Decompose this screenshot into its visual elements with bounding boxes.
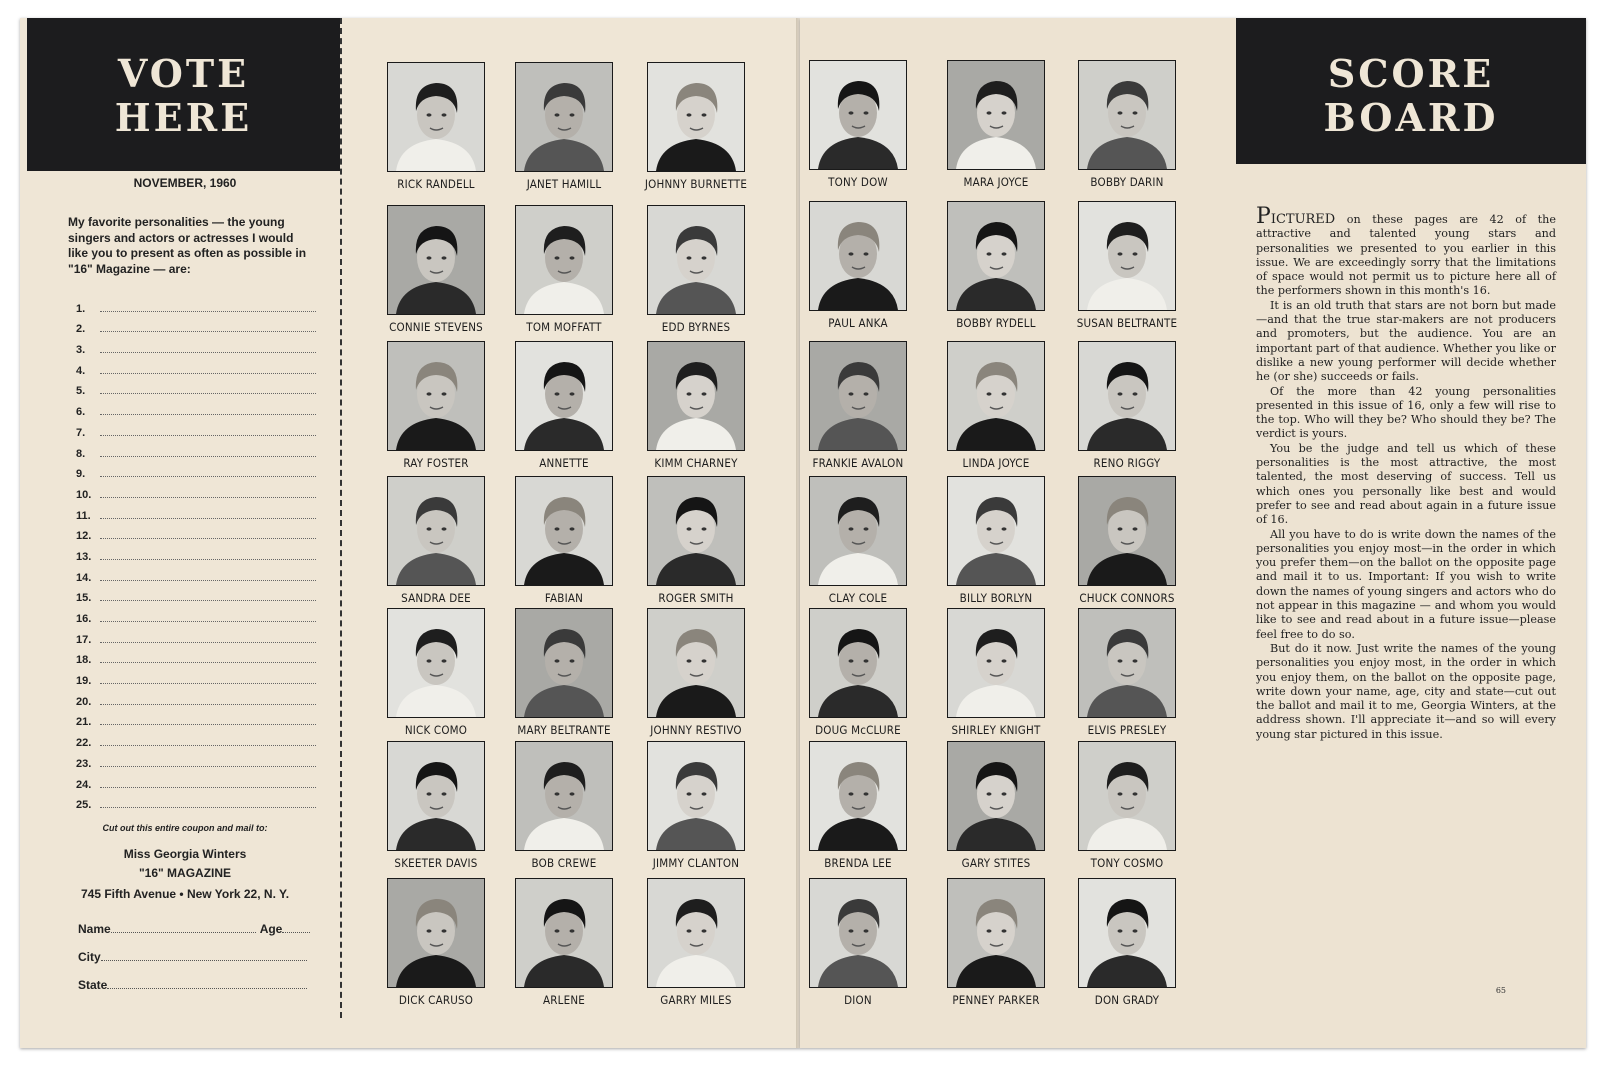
name-age-field[interactable] <box>78 922 310 936</box>
state-field[interactable] <box>78 978 307 992</box>
portrait-photo <box>809 60 907 170</box>
portrait-name: CONNIE STEVENS <box>389 320 483 334</box>
portrait-card <box>504 741 624 870</box>
portrait-photo <box>387 741 485 851</box>
ballot-write-line[interactable] <box>100 385 316 394</box>
paragraph-4: You be the judge and tell us which of these personalities is the most attractive, the most talented, the most deserving of success. Tell us which ones you personally like best and would prefer to see and read about again in a future issue of 16. <box>1256 441 1556 527</box>
portrait-card <box>936 878 1056 1007</box>
cut-line <box>340 18 342 1018</box>
ballot-number: 21. <box>76 716 92 729</box>
portrait-card <box>800 476 918 605</box>
age-label: Age <box>259 922 283 936</box>
portrait-name: SHIRLEY KNIGHT <box>951 723 1041 737</box>
portrait-photo <box>809 608 907 718</box>
portrait-photo <box>1078 878 1176 988</box>
vote-here-banner <box>27 18 340 171</box>
ballot-write-line[interactable] <box>100 737 316 746</box>
portrait-photo <box>1078 201 1176 311</box>
ballot-write-line[interactable] <box>100 592 316 601</box>
ballot-number: 24. <box>76 778 92 791</box>
paragraph-6: But do it now. Just write the names of the young personalities you enjoy most, in the order in which you enjoy them, on the ballot on the opposite page, write down your name, age, city and state—cut out the ballot and mail it to me, Georgia Winters, at the address shown. I'll appreciate it—and so will every young star pictured in this issue. <box>1256 641 1556 741</box>
ballot-write-line[interactable] <box>100 323 316 332</box>
ballot-line[interactable] <box>76 439 316 460</box>
portrait-name: DION <box>844 993 872 1007</box>
portrait-name: BRENDA LEE <box>824 856 892 870</box>
portrait-photo <box>647 741 745 851</box>
portrait-name: LINDA JOYCE <box>962 456 1030 470</box>
portrait-card <box>636 608 756 737</box>
portrait-name: MARA JOYCE <box>963 175 1029 189</box>
portrait-card <box>1067 476 1187 605</box>
portrait-card <box>936 60 1056 189</box>
ballot-write-line[interactable] <box>100 613 316 622</box>
portrait-photo <box>387 62 485 172</box>
portrait-name: RAY FOSTER <box>403 456 469 470</box>
portrait-card <box>376 608 496 737</box>
portrait-name: TOM MOFFATT <box>526 320 602 334</box>
portrait-card <box>636 476 756 605</box>
portrait-photo <box>515 608 613 718</box>
portrait-card <box>1067 201 1187 330</box>
ballot-number: 14. <box>76 571 92 584</box>
ballot-line[interactable] <box>76 584 316 605</box>
paragraph-1-text: on these pages are 42 of the attractive and talented young stars and personalities we presented to you earlier in this issue. We are exceedingly sorry that the limitations of space would not permit us to picture here all of the performers shown in this month's 16. <box>1256 213 1556 298</box>
portrait-name: MARY BELTRANTE <box>517 723 611 737</box>
portrait-photo <box>1078 60 1176 170</box>
portrait-name: DON GRADY <box>1094 993 1160 1007</box>
ballot-write-line[interactable] <box>100 303 316 312</box>
ballot-number: 6. <box>76 406 86 419</box>
portrait-card <box>504 476 624 605</box>
ballot-number: 20. <box>76 695 92 708</box>
portrait-photo <box>647 62 745 172</box>
portrait-name: BILLY BORLYN <box>959 591 1033 605</box>
portrait-card <box>376 205 496 334</box>
ballot-number: 19. <box>76 675 92 688</box>
banner-title-line-2: BOARD <box>1323 94 1499 140</box>
portrait-photo <box>1078 741 1176 851</box>
banner-title-line-2: HERE <box>114 94 253 140</box>
ballot-line[interactable] <box>76 770 316 791</box>
portrait-card <box>636 878 756 1007</box>
ballot-write-line[interactable] <box>100 716 316 725</box>
ballot-write-line[interactable] <box>100 551 316 560</box>
ballot-number: 17. <box>76 633 92 646</box>
ballot-line[interactable] <box>76 625 316 646</box>
portrait-photo <box>387 608 485 718</box>
ballot-line[interactable] <box>76 418 316 439</box>
ballot-write-line[interactable] <box>100 427 316 436</box>
ballot-write-line[interactable] <box>100 489 316 498</box>
portrait-card <box>936 608 1056 737</box>
issue-date: NOVEMBER, 1960 <box>133 176 237 190</box>
portrait-name: TONY COSMO <box>1090 856 1164 870</box>
address-magazine: "16" MAGAZINE <box>138 866 232 880</box>
ballot-number: 5. <box>76 385 86 398</box>
ballot-write-line[interactable] <box>100 696 316 705</box>
portrait-photo <box>1078 341 1176 451</box>
city-line[interactable] <box>101 959 307 961</box>
ballot-line[interactable] <box>76 542 316 563</box>
ballot-line[interactable] <box>76 397 316 418</box>
portrait-name: ANNETTE <box>539 456 589 470</box>
portrait-photo <box>947 201 1045 311</box>
ballot-line[interactable] <box>76 315 316 336</box>
portrait-name: JOHNNY RESTIVO <box>650 723 742 737</box>
portrait-name: JIMMY CLANTON <box>652 856 740 870</box>
banner-title-line-1: VOTE <box>117 51 250 96</box>
portrait-card <box>1067 341 1187 470</box>
ballot-number: 10. <box>76 488 92 501</box>
ballot-write-line[interactable] <box>100 634 316 643</box>
ballot-number: 23. <box>76 757 92 770</box>
portrait-photo <box>947 608 1045 718</box>
portrait-photo <box>647 878 745 988</box>
portrait-photo <box>515 62 613 172</box>
portrait-photo <box>809 878 907 988</box>
ballot-number: 25. <box>76 799 92 812</box>
portrait-photo <box>647 608 745 718</box>
ballot-number: 22. <box>76 737 92 750</box>
portrait-photo <box>947 476 1045 586</box>
ballot-line[interactable] <box>76 604 316 625</box>
portrait-name: SKEETER DAVIS <box>394 856 478 870</box>
paragraph-1 <box>1256 204 1556 299</box>
portrait-card <box>504 62 624 191</box>
portrait-photo <box>647 341 745 451</box>
article-body <box>1256 204 1556 742</box>
ballot-number: 7. <box>76 426 86 439</box>
portrait-photo <box>387 341 485 451</box>
ballot-write-line[interactable] <box>100 468 316 477</box>
ballot-number: 15. <box>76 592 92 605</box>
portrait-photo <box>515 741 613 851</box>
ballot-write-line[interactable] <box>100 344 316 353</box>
ballot-line[interactable] <box>76 377 316 398</box>
ballot-number: 3. <box>76 344 86 357</box>
portrait-card <box>936 341 1056 470</box>
portrait-name: BOBBY RYDELL <box>956 316 1036 330</box>
banner-title-line-1: SCORE <box>1327 51 1495 96</box>
portrait-card <box>936 476 1056 605</box>
ballot-line[interactable] <box>76 460 316 481</box>
ballot-line[interactable] <box>76 646 316 667</box>
portrait-photo <box>647 476 745 586</box>
ballot-number: 1. <box>76 302 86 315</box>
portrait-photo <box>947 341 1045 451</box>
city-field[interactable] <box>78 950 307 964</box>
portrait-photo <box>947 741 1045 851</box>
portrait-card <box>376 741 496 870</box>
portrait-name: GARRY MILES <box>660 993 732 1007</box>
ballot-number: 13. <box>76 550 92 563</box>
ballot-line[interactable] <box>76 522 316 543</box>
paragraph-5: All you have to do is write down the names of the personalities you enjoy most—in the order in which you prefer them—on the ballot on the opposite page and mail it to us. Important: If you wish to write down the names of young singers and actors who do not appear in this magazine — and whom you would like to see and read about in a future issue—please feel free to do so. <box>1256 527 1556 641</box>
portrait-card <box>1067 741 1187 870</box>
ballot-number: 9. <box>76 468 86 481</box>
portrait-photo <box>809 476 907 586</box>
portrait-card <box>636 741 756 870</box>
portrait-card <box>504 878 624 1007</box>
portrait-card <box>800 608 918 737</box>
portrait-name: DICK CARUSO <box>398 993 474 1007</box>
ballot-write-line[interactable] <box>100 799 316 808</box>
ballot-line[interactable] <box>76 480 316 501</box>
portrait-name: BOB CREWE <box>531 856 597 870</box>
portrait-photo <box>515 476 613 586</box>
portrait-card <box>1067 608 1187 737</box>
ballot-line[interactable] <box>76 294 316 315</box>
portrait-card <box>936 201 1056 330</box>
portrait-card <box>504 608 624 737</box>
portrait-photo <box>387 476 485 586</box>
portrait-name: JOHNNY BURNETTE <box>644 177 748 191</box>
score-board-banner <box>1236 18 1586 164</box>
portrait-photo <box>647 205 745 315</box>
ballot-line[interactable] <box>76 749 316 770</box>
portrait-photo <box>809 741 907 851</box>
ballot-line[interactable] <box>76 791 316 812</box>
portrait-card <box>376 476 496 605</box>
ballot-write-line[interactable] <box>100 448 316 457</box>
portrait-name: CLAY COLE <box>828 591 888 605</box>
portrait-photo <box>387 878 485 988</box>
ballot-line[interactable] <box>76 335 316 356</box>
portrait-photo <box>947 878 1045 988</box>
portrait-name: SANDRA DEE <box>401 591 471 605</box>
state-label: State <box>78 978 108 992</box>
paragraph-3: Of the more than 42 young personalities presented in this issue of 16, only a few will rise to the top. Who will they be? Who should they be? The verdict is yours. <box>1256 384 1556 441</box>
portrait-name: BOBBY DARIN <box>1090 175 1164 189</box>
ballot-number: 8. <box>76 447 86 460</box>
portrait-name: DOUG McCLURE <box>815 723 901 737</box>
portrait-name: GARY STITES <box>961 856 1031 870</box>
paragraph-2: It is an old truth that stars are not born but made—and that the true star-makers are not producers and promoters, but the audience. You are an important part of that audience. Whether you like or dislike a new young performer will decide whether he (or she) succeeds or fails. <box>1256 298 1556 384</box>
portrait-name: FRANKIE AVALON <box>812 456 904 470</box>
portrait-card <box>504 341 624 470</box>
portrait-name: ELVIS PRESLEY <box>1087 723 1167 737</box>
ballot-number: 16. <box>76 613 92 625</box>
portrait-name: PENNEY PARKER <box>952 993 1040 1007</box>
left-page <box>20 18 800 1048</box>
age-line[interactable] <box>282 931 310 933</box>
portrait-card <box>376 62 496 191</box>
portrait-photo <box>387 205 485 315</box>
portrait-name: RICK RANDELL <box>397 177 475 191</box>
ballot-line[interactable] <box>76 666 316 687</box>
state-line[interactable] <box>107 987 307 989</box>
ballot-write-line[interactable] <box>100 530 316 539</box>
ballot-write-line[interactable] <box>100 572 316 581</box>
ballot-write-line[interactable] <box>100 406 316 415</box>
portrait-card <box>1067 60 1187 189</box>
portrait-name: JANET HAMILL <box>526 177 602 191</box>
address-recipient: Miss Georgia Winters <box>123 847 247 861</box>
portrait-card <box>636 341 756 470</box>
portrait-name: FABIAN <box>544 591 584 605</box>
portrait-name: EDD BYRNES <box>661 320 731 334</box>
ballot-number: 18. <box>76 654 92 667</box>
portrait-card <box>800 878 918 1007</box>
ballot-write-line[interactable] <box>100 779 316 788</box>
ballot-intro: My favorite personalities — the young singers and actors or actresses I would like you to present as often as possible in "16" Magazine — are: <box>68 215 307 276</box>
portrait-name: KIMM CHARNEY <box>654 456 738 470</box>
portrait-photo <box>515 341 613 451</box>
portrait-card <box>636 205 756 334</box>
ballot-line[interactable] <box>76 501 316 522</box>
portrait-name: TONY DOW <box>828 175 888 189</box>
small-caps-word: ICTURED <box>1270 212 1336 227</box>
portrait-card <box>1067 878 1187 1007</box>
ballot-line[interactable] <box>76 708 316 729</box>
address-street: 745 Fifth Avenue • New York 22, N. Y. <box>80 887 290 901</box>
portrait-photo <box>947 60 1045 170</box>
drop-cap: P <box>1256 204 1271 229</box>
portrait-photo <box>515 878 613 988</box>
portrait-card <box>800 60 918 189</box>
portrait-name: SUSAN BELTRANTE <box>1076 316 1178 330</box>
ballot-number: 4. <box>76 364 86 377</box>
portrait-card <box>636 62 756 191</box>
portrait-name: CHUCK CONNORS <box>1079 591 1175 605</box>
portrait-card <box>936 741 1056 870</box>
name-line[interactable] <box>111 931 256 933</box>
ballot-line[interactable] <box>76 356 316 377</box>
portrait-photo <box>809 341 907 451</box>
portrait-photo <box>515 205 613 315</box>
ballot-line[interactable] <box>76 728 316 749</box>
ballot-write-line[interactable] <box>100 654 316 663</box>
portrait-card <box>376 341 496 470</box>
ballot-number: 2. <box>76 323 86 336</box>
ballot-list <box>76 294 316 811</box>
ballot-write-line[interactable] <box>100 510 316 519</box>
ballot-write-line[interactable] <box>100 675 316 684</box>
portrait-card <box>800 741 918 870</box>
portrait-photo <box>1078 608 1176 718</box>
portrait-photo <box>809 201 907 311</box>
city-label: City <box>78 950 101 964</box>
portrait-name: NICK COMO <box>404 723 468 737</box>
portrait-card <box>504 205 624 334</box>
mail-instruction: Cut out this entire coupon and mail to: <box>102 823 268 833</box>
ballot-write-line[interactable] <box>100 758 316 767</box>
portrait-name: ROGER SMITH <box>658 591 734 605</box>
portrait-card <box>800 201 918 330</box>
ballot-write-line[interactable] <box>100 365 316 374</box>
page-number: 65 <box>1495 986 1506 995</box>
name-label: Name <box>78 922 111 936</box>
portrait-card <box>800 341 918 470</box>
portrait-name: ARLENE <box>542 993 586 1007</box>
ballot-number: 11. <box>76 509 91 522</box>
ballot-line[interactable] <box>76 687 316 708</box>
ballot-number: 12. <box>76 530 92 543</box>
ballot-line[interactable] <box>76 563 316 584</box>
portrait-name: PAUL ANKA <box>828 316 888 330</box>
portrait-card <box>376 878 496 1007</box>
portrait-photo <box>1078 476 1176 586</box>
portrait-name: RENO RIGGY <box>1093 456 1161 470</box>
right-page <box>800 18 1586 1048</box>
